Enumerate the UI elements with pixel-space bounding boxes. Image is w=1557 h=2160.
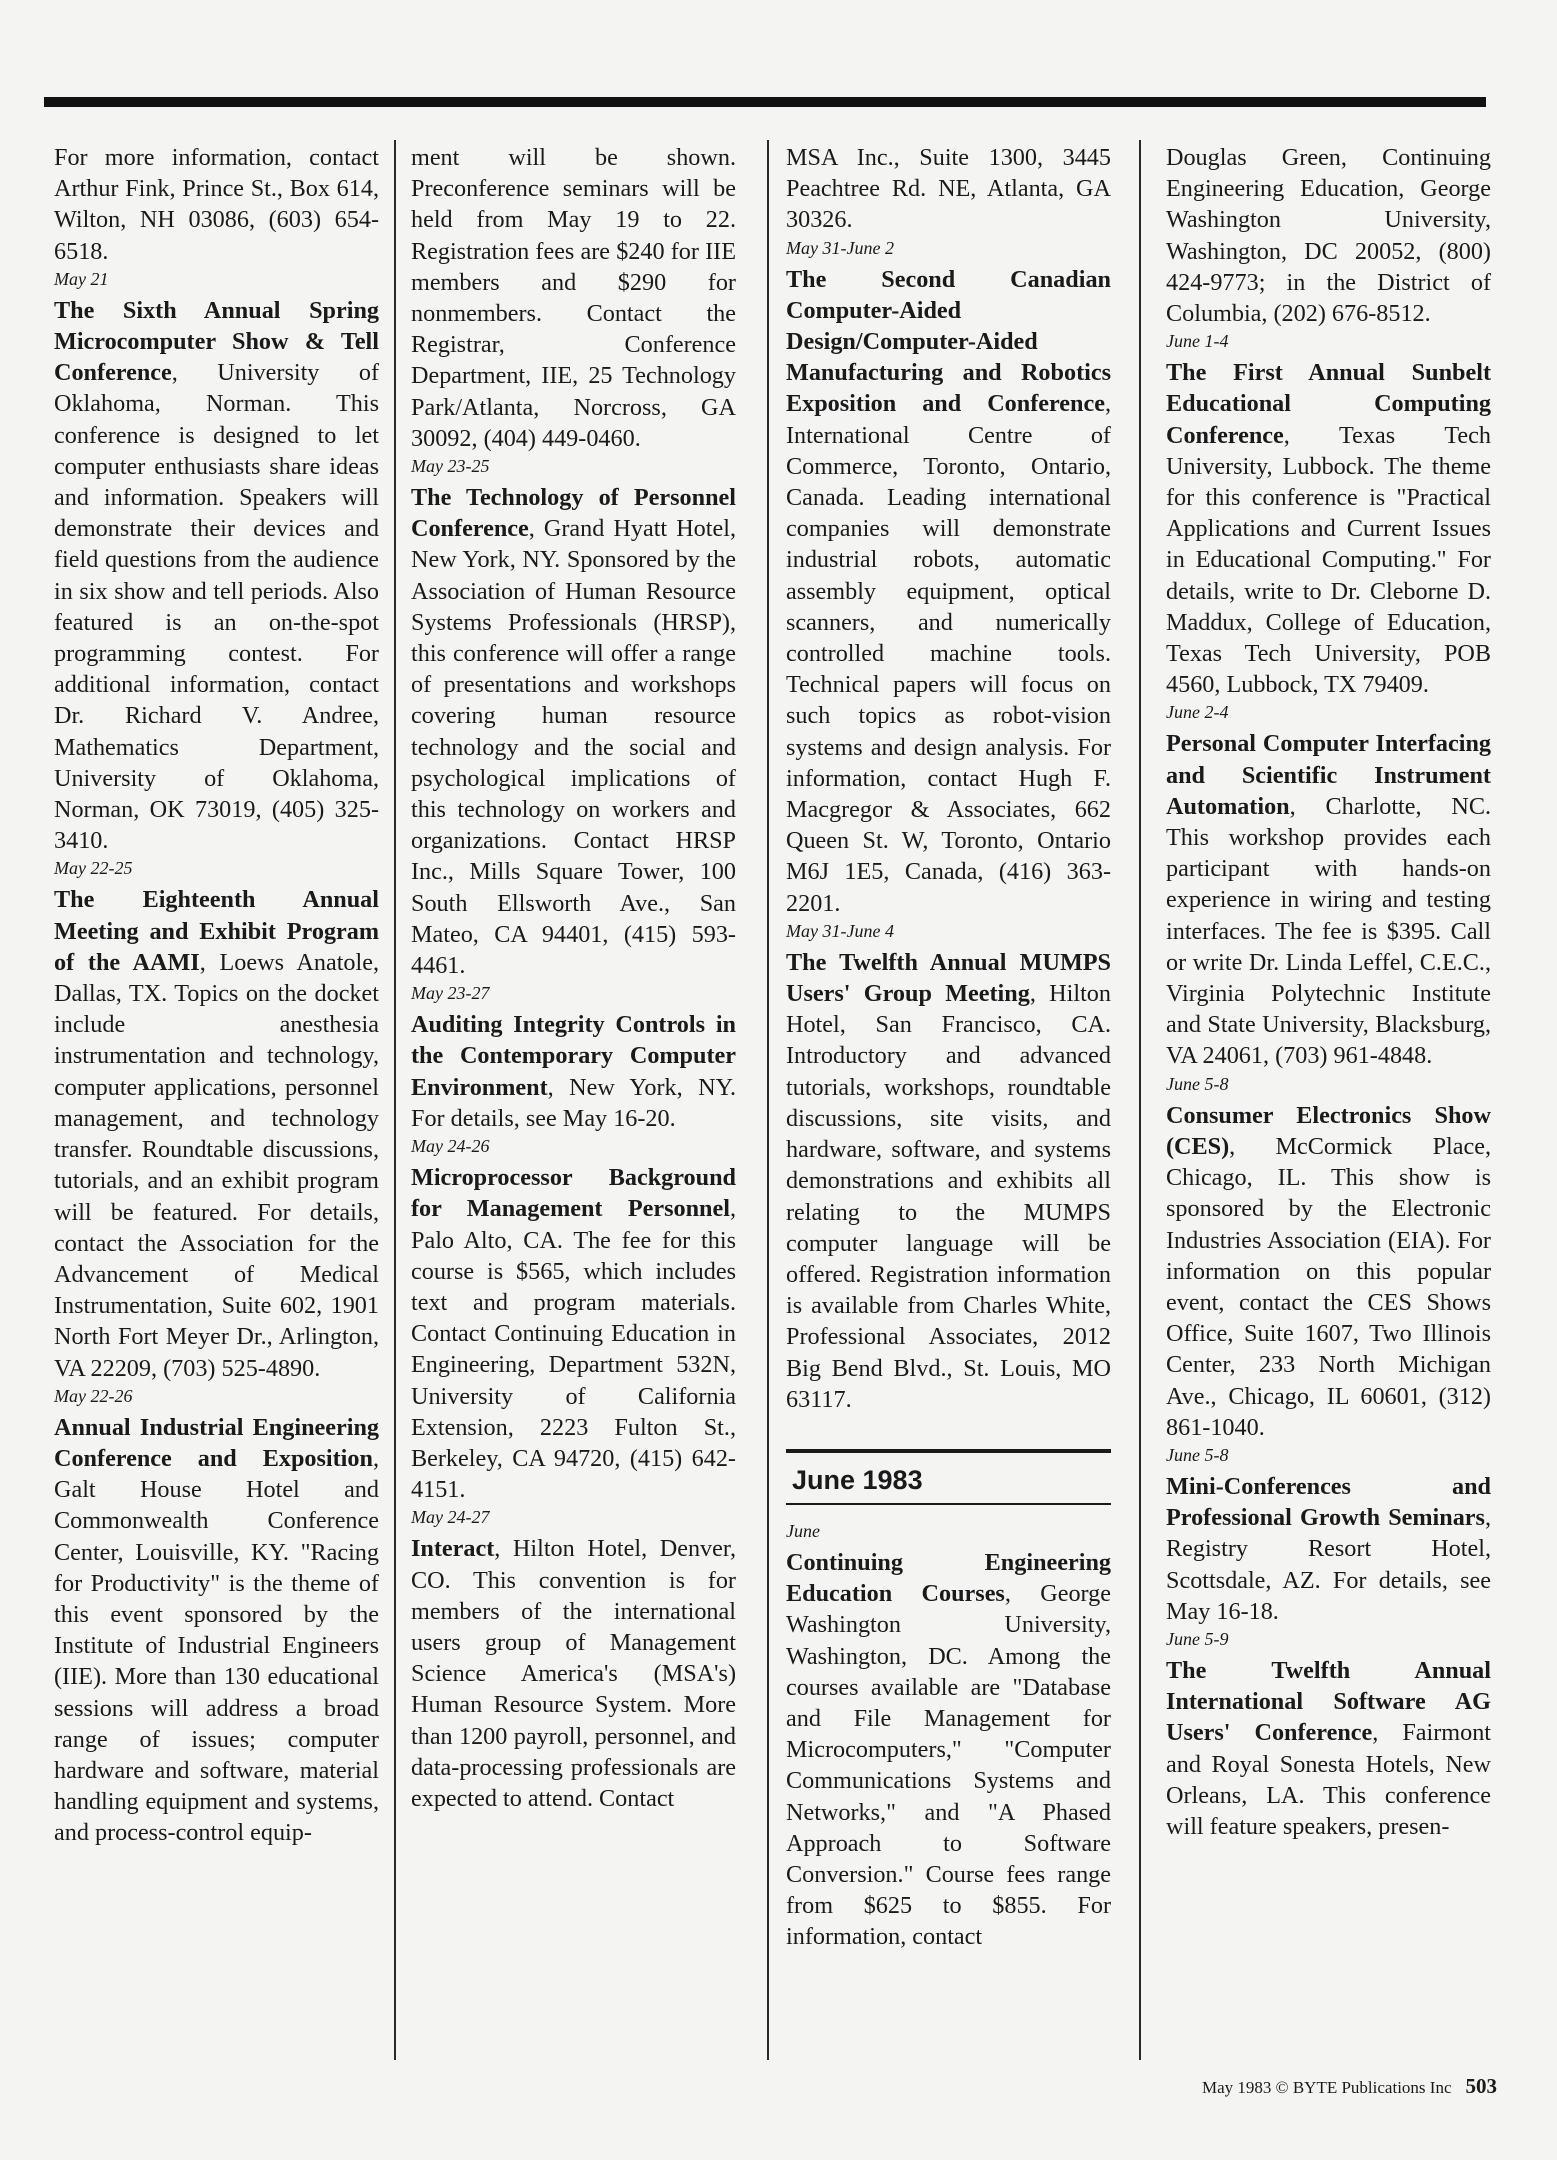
event-date: June: [786, 1520, 820, 1541]
event-title: The Twelfth Annual MUMPS Users' Group Meeting: [786, 948, 1111, 1008]
event-text: [786, 1547, 1111, 1953]
event-date: May 31-June 2: [786, 237, 894, 258]
event-text: [54, 884, 379, 1383]
event-title: Annual Industrial Engineering Conference and Exposition: [54, 1413, 379, 1472]
event-text: [411, 1533, 736, 1814]
continued-text: ment will be shown. Preconference seminars will be held from May 19 to 22. Registration fees are $240 for IIE members and $290 for nonmembers. Contact the Registrar, Conference Department, IIE, 25 Technology Park/Atlanta, Norcross, GA 30092, (404) 449-0460.: [411, 144, 736, 452]
event-text: [786, 264, 1111, 919]
event-date: May 23-25: [411, 456, 490, 477]
event-entry: [786, 236, 1111, 919]
event-text: [1166, 728, 1491, 1071]
event-entry: [1166, 1443, 1491, 1627]
event-title: The Technology of Personnel Conference: [411, 484, 736, 543]
event-text: [1166, 1471, 1491, 1627]
event-description: , Fairmont and Royal Sonesta Hotels, New Orleans, LA. This conference will feature speakers, presen-: [1166, 1719, 1492, 1840]
event-description: , Charlotte, NC. This workshop provides each participant with hands-on experience in wiring and testing interfaces. The fee is $395. Call or write Dr. Linda Leffel, C.E.C., Virginia Polytechnic Institute and State University, Blacksburg, VA 24061, (703) 961-4848.: [1166, 792, 1491, 1070]
event-description: , Grand Hyatt Hotel, New York, NY. Sponsored by the Association of Human Resource Systems Professionals (HRSP), this conference will offer a range of presentations and workshops covering human resource technology and the social and psychological implications of this technology on workers and organizations. Contact HRSP Inc., Mills Square Tower, 100 South Ellsworth Ave., San Mateo, CA 94401, (415) 593-4461.: [411, 515, 736, 980]
event-title: Interact: [411, 1535, 495, 1563]
event-text: [54, 295, 379, 857]
event-title: The Second Canadian Computer-Aided Design/Computer-Aided Manufacturing and Robotics Exposition and Conference: [786, 265, 1111, 418]
event-title: Personal Computer Interfacing and Scientific Instrument Automation: [1166, 730, 1491, 820]
page-number: 503: [1465, 2074, 1497, 2098]
column-4: [1166, 142, 1491, 1842]
event-date: May 21: [54, 268, 109, 289]
event-description: , Galt House Hotel and Commonwealth Conference Center, Louisville, KY. "Racing for Productivity" is the theme of this event sponsored by the Institute of Industrial Engineers (IIE). More than 130 educational sessions will address a broad range of issues; computer hardware and software, material handling equipment and systems, and process-control equip-: [54, 1444, 379, 1847]
event-text: [411, 1162, 736, 1505]
event-description: , New York, NY. For details, see May 16-20.: [411, 1073, 736, 1132]
event-date: May 24-27: [411, 1507, 490, 1528]
event-description: , Hilton Hotel, Denver, CO. This convention is for members of the international users group of Management Science America's (MSA's) Human Resource System. More than 1200 payroll, personnel, and data-processing professionals are expected to attend. Contact: [411, 1535, 736, 1812]
event-date: June 2-4: [1166, 702, 1229, 723]
event-entry: [411, 454, 736, 981]
column-divider: [1139, 140, 1141, 2060]
event-description: , Texas Tech University, Lubbock. The theme for this conference is "Practical Applications and Current Issues in Educational Computing." For details, write to Dr. Cleborne D. Maddux, College of Education, Texas Tech University, POB 4560, Lubbock, TX 79409.: [1166, 421, 1491, 699]
event-text: [786, 947, 1111, 1415]
event-description: , McCormick Place, Chicago, IL. This show is sponsored by the Electronic Industries Association (EIA). For information on this popular event, contact the CES Shows Office, Suite 1607, Two Illinois Center, 233 North Michigan Ave., Chicago, IL 60601, (312) 861-1040.: [1166, 1132, 1491, 1441]
top-rule: [44, 97, 1486, 107]
footer-credit: May 1983 © BYTE Publications Inc: [1202, 2078, 1452, 2097]
event-date: May 22-26: [54, 1385, 133, 1406]
event-entry: [1166, 1072, 1491, 1443]
column-2: [411, 142, 736, 1814]
event-entry: [1166, 1627, 1491, 1842]
event-entry: [411, 1134, 736, 1505]
event-text: [1166, 357, 1491, 700]
event-date: June 5-8: [1166, 1073, 1229, 1094]
page-footer: [1202, 2074, 1497, 2099]
section-heading: June 1983: [786, 1449, 1111, 1505]
event-description: , Palo Alto, CA. The fee for this course is $565, which includes text and program materials. Contact Continuing Education in Engineering, Department 532N, University of California Extension, 2223 Fulton St., Berkeley, CA 94720, (415) 642-4151.: [411, 1195, 736, 1504]
event-text: [411, 482, 736, 981]
event-description: , George Washington University, Washington, DC. Among the courses available are "Database and File Management for Microcomputers," "Computer Communications Systems and Networks," and "A Phased Approach to Software Conversion." Course fees range from $625 to $855. For information, contact: [786, 1580, 1112, 1951]
event-title: Continuing Engineering Education Courses: [786, 1548, 1111, 1608]
event-entry: [786, 919, 1111, 1415]
event-date: May 23-27: [411, 983, 490, 1004]
continued-text: For more information, contact Arthur Fink, Prince St., Box 614, Wilton, NH 03086, (603) 654-6518.: [54, 144, 379, 265]
event-entry: [54, 856, 379, 1383]
event-text: [54, 1412, 379, 1849]
event-title: The Twelfth Annual International Software AG Users' Conference: [1166, 1656, 1491, 1747]
event-title: Consumer Electronics Show (CES): [1166, 1101, 1491, 1160]
event-title: Microprocessor Background for Management Personnel: [411, 1164, 736, 1223]
event-title: The Eighteenth Annual Meeting and Exhibit Program of the AAMI: [54, 886, 379, 976]
event-date: June 5-9: [1166, 1628, 1229, 1649]
event-date: May 31-June 4: [786, 920, 894, 941]
event-date: June 5-8: [1166, 1444, 1229, 1465]
event-title: The First Annual Sunbelt Educational Computing Conference: [1166, 359, 1491, 449]
event-date: May 22-25: [54, 858, 133, 879]
event-description: , University of Oklahoma, Norman. This conference is designed to let computer enthusiasts share ideas and information. Speakers will demonstrate their devices and field questions from the audience in six show and tell periods. Also featured is an on-the-spot programming contest. For additional information, contact Dr. Richard V. Andree, Mathematics Department, University of Oklahoma, Norman, OK 73019, (405) 325-3410.: [54, 359, 379, 855]
event-entry: [54, 267, 379, 857]
continued-text: MSA Inc., Suite 1300, 3445 Peachtree Rd. NE, Atlanta, GA 30326.: [786, 144, 1111, 234]
event-entry: [54, 1384, 379, 1849]
event-description: , International Centre of Commerce, Toronto, Ontario, Canada. Leading international companies will demonstrate industrial robots, automatic assembly equipment, optical scanners, and numerically controlled machine tools. Technical papers will focus on such topics as robot-vision systems and design analysis. For information, contact Hugh F. Macgregor & Associates, 662 Queen St. W, Toronto, Ontario M6J 1E5, Canada, (416) 363-2201.: [786, 390, 1111, 917]
event-text: [1166, 1655, 1491, 1842]
column-divider: [767, 140, 769, 2060]
event-date: June 1-4: [1166, 331, 1229, 352]
column-3: [786, 142, 1111, 1953]
event-title: Mini-Conferences and Professional Growth Seminars: [1166, 1472, 1491, 1532]
event-entry: [411, 1505, 736, 1814]
event-entry: [786, 1519, 1111, 1953]
event-title: The Sixth Annual Spring Microcomputer Show & Tell Conference: [54, 296, 379, 387]
event-description: , Hilton Hotel, San Francisco, CA. Introductory and advanced tutorials, workshops, roundtable discussions, site visits, and hardware, software, and systems demonstrations and exhibits all relating to the MUMPS computer language will be offered. Registration information is available from Charles White, Professional Associates, 2012 Big Bend Blvd., St. Louis, MO 63117.: [786, 980, 1111, 1413]
column-1: [54, 142, 379, 1849]
continued-text: Douglas Green, Continuing Engineering Education, George Washington University, Washington, DC 20052, (800) 424-9773; in the District of Columbia, (202) 676-8512.: [1166, 144, 1491, 328]
event-text: [411, 1009, 736, 1134]
event-description: , Loews Anatole, Dallas, TX. Topics on the docket include anesthesia instrumentation and technology, computer applications, personnel management, and technology transfer. Roundtable discussions, tutorials, and an exhibit program will be featured. For details, contact the Association for the Advancement of Medical Instrumentation, Suite 602, 1901 North Fort Meyer Dr., Arlington, VA 22209, (703) 525-4890.: [54, 948, 380, 1382]
event-date: May 24-26: [411, 1136, 490, 1157]
event-entry: [1166, 700, 1491, 1071]
event-title: Auditing Integrity Controls in the Contemporary Computer Environment: [411, 1011, 736, 1101]
event-description: , Registry Resort Hotel, Scottsdale, AZ. For details, see May 16-18.: [1166, 1504, 1491, 1625]
event-text: [1166, 1100, 1491, 1443]
event-entry: [411, 981, 736, 1134]
event-entry: [1166, 329, 1491, 700]
column-divider: [394, 140, 396, 2060]
